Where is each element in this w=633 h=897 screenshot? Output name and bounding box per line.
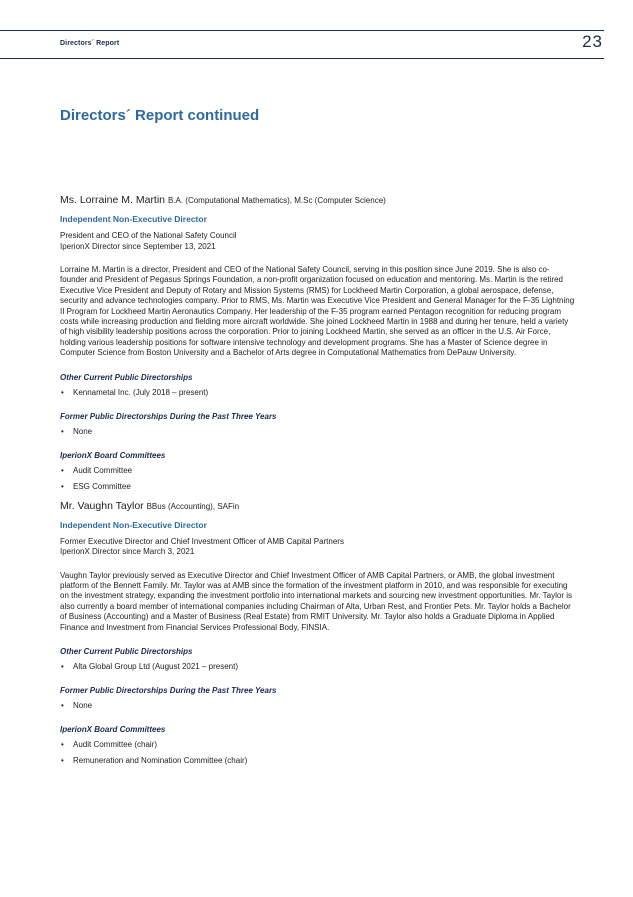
header-rule-bottom <box>0 58 604 59</box>
list-item: • Audit Committee <box>60 465 576 476</box>
director-position-line: Former Executive Director and Chief Investment Officer of AMB Capital Partners <box>60 536 344 546</box>
current-directorships-heading: Other Current Public Directorships <box>60 647 193 657</box>
director-position-line: IperionX Director since March 3, 2021 <box>60 547 195 557</box>
director-bio: Lorraine M. Martin is a director, President and CEO of the National Safety Council, serving in this position since June 2019. She is also co-founder and President of Pegasus Springs Foundation, a non-profit organization focused on education and mentoring. Ms. Martin is the retired Executive Vice President and Deputy of Rotary and Mission Systems (RMS) for Lockheed Martin Corporation, a global aerospace, defense, security and advance technologies company. Prior to RMS, Ms. Martin was Executive Vice President and General Manager for the F-35 Lightning II Program for Lockheed Martin Aeronautics Company. Her leadership of the F-35 program earned Pentagon recognition for reducing program costs while increasing production and fielding more aircraft worldwide. She joined Lockheed Martin in 1988 and during her tenure, held a variety of high visibility leadership positions across the corporation. Prior to joining Lockheed Martin, she served as an officer in the U.S. Air Force, holding various leadership positions for software intensive technology and development programs. She has a Master of Science degree in Computer Science from Boston University and a Bachelor of Arts degree in Computational Mathematics from DePauw University. <box>60 265 575 358</box>
list-item: • Audit Committee (chair) <box>60 739 576 750</box>
running-head: Directors´ Report <box>60 40 120 47</box>
director-qualifications: BBus (Accounting), SAFin <box>146 501 240 511</box>
committees-heading: IperionX Board Committees <box>60 725 166 735</box>
former-directorships-list <box>60 700 576 711</box>
director-bio: Vaughn Taylor previously served as Executive Director and Chief Investment Officer of AMB Capital Partners, or AMB, the global investment platform of the Bennett Family. Mr. Taylor was at AMB since the formation of the investment platform in 2010, and was responsible for executing on the investment strategy, expanding the investment portfolio into international markets and sourcing new investment opportunities. Mr. Taylor is also currently a board member of international companies including Chairman of Alta, Urban Rest, and Frontier Pets. Mr. Taylor holds a Bachelor of Business (Accounting) and a Master of Business (Real Estate) from RMIT University. Mr. Taylor also holds a Graduate Diploma in Applied Finance and Investment from Financial Services Professional Body, FINSIA. <box>60 570 572 632</box>
committees-list <box>60 465 576 492</box>
committees-list <box>60 739 576 766</box>
page-number: 23 <box>582 32 603 51</box>
list-item: • None <box>60 700 576 711</box>
director-position-line: President and CEO of the National Safety Council <box>60 231 237 240</box>
current-directorships-list <box>60 387 576 398</box>
list-item: • ESG Committee <box>60 481 576 492</box>
director-section <box>60 499 576 766</box>
former-directorships-list <box>60 426 576 437</box>
current-directorships-heading: Other Current Public Directorships <box>60 372 193 382</box>
former-directorships-heading: Former Public Directorships During the Past Three Years <box>60 686 277 696</box>
committees-heading: IperionX Board Committees <box>60 450 166 460</box>
director-role: Independent Non-Executive Director <box>60 214 207 224</box>
director-qualifications: B.A. (Computational Mathematics), M.Sc (Computer Science) <box>167 196 386 205</box>
director-name-line <box>60 193 576 208</box>
director-name-line <box>60 499 576 514</box>
former-directorships-heading: Former Public Directorships During the Past Three Years <box>60 411 277 421</box>
director-section <box>60 193 576 492</box>
header-rule-top <box>0 30 604 31</box>
list-item: • Alta Global Group Ltd (August 2021 – present) <box>60 661 576 672</box>
director-position-line: IperionX Director since September 13, 2021 <box>60 241 216 251</box>
list-item: • Remuneration and Nomination Committee (chair) <box>60 755 576 766</box>
list-item: • Kennametal Inc. (July 2018 – present) <box>60 387 576 398</box>
director-name: Ms. Lorraine M. Martin <box>60 194 166 206</box>
list-item: • None <box>60 426 576 437</box>
director-role: Independent Non-Executive Director <box>60 519 207 530</box>
director-positions <box>60 231 576 252</box>
director-positions <box>60 537 576 558</box>
director-name: Mr. Vaughn Taylor <box>60 499 144 512</box>
page-title: Directors´ Report continued <box>60 107 260 124</box>
current-directorships-list <box>60 661 576 672</box>
directors-content <box>60 193 576 771</box>
